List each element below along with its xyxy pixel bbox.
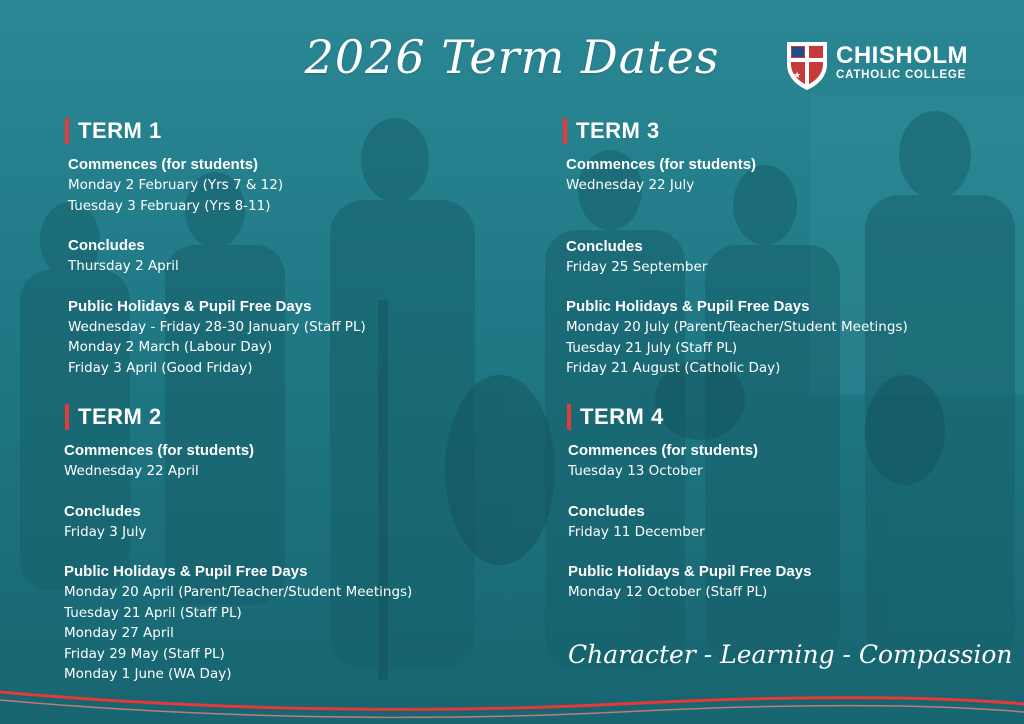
term-heading (65, 403, 494, 431)
date-line: Monday 1 June (WA Day) (64, 666, 232, 682)
date-line: Friday 3 April (Good Friday) (68, 359, 253, 376)
college-tagline: Character - Learning - Compassion (568, 640, 1013, 669)
section-heading: Public Holidays & Pupil Free Days (568, 563, 812, 580)
section-heading: Commences (for students) (568, 442, 759, 459)
section-heading: Concludes (568, 502, 645, 520)
date-line: Friday 11 December (568, 523, 705, 540)
commences-section (64, 441, 494, 482)
college-name: CHISHOLM (836, 42, 968, 69)
accent-bar (567, 404, 571, 430)
term-heading (65, 117, 498, 145)
date-line: Wednesday - Friday 28-30 January (Staff PL) (68, 318, 366, 335)
term-4-block (568, 403, 998, 603)
term-title: TERM 1 (78, 118, 162, 143)
bottom-wave-decoration (0, 684, 1024, 724)
holidays-section (566, 297, 996, 379)
date-line: Monday 2 March (Labour Day) (68, 339, 273, 355)
section-heading: Public Holidays & Pupil Free Days (566, 298, 810, 315)
date-line: Monday 12 October (Staff PL) (568, 584, 768, 600)
date-line: Tuesday 13 October (568, 463, 703, 479)
date-line: Monday 2 February (Yrs 7 & 12) (68, 177, 284, 193)
page-title: 2026 Term Dates (304, 30, 720, 84)
holidays-section (568, 562, 998, 603)
accent-bar (65, 118, 69, 144)
date-line: Tuesday 21 April (Staff PL) (64, 604, 242, 621)
concludes-section (566, 237, 996, 278)
date-line: Monday 20 July (Parent/Teacher/Student Meetings) (566, 319, 908, 335)
date-line: Friday 25 September (566, 258, 708, 275)
date-line: Friday 3 July (64, 523, 147, 540)
commences-section (68, 155, 498, 216)
college-crest-icon (784, 40, 830, 92)
term-1-block (68, 117, 498, 378)
concludes-section (64, 502, 494, 543)
date-line: Wednesday 22 July (566, 177, 695, 193)
date-line: Wednesday 22 April (64, 463, 199, 479)
date-line: Friday 29 May (Staff PL) (64, 645, 225, 662)
college-logo (784, 40, 984, 96)
date-line: Monday 20 April (Parent/Teacher/Student Meetings) (64, 584, 413, 600)
date-line: Friday 21 August (Catholic Day) (566, 360, 781, 376)
date-line: Tuesday 21 July (Staff PL) (566, 339, 738, 356)
college-subtitle: CATHOLIC COLLEGE (836, 69, 967, 81)
date-line: Monday 27 April (64, 625, 174, 641)
term-heading (567, 403, 998, 431)
concludes-section (568, 502, 998, 543)
holidays-section (68, 297, 498, 379)
section-heading: Concludes (566, 237, 643, 255)
accent-bar (563, 118, 567, 144)
section-heading: Commences (for students) (68, 156, 259, 173)
term-3-block (566, 117, 996, 379)
term-title: TERM 4 (580, 404, 664, 429)
svg-text:★: ★ (792, 71, 802, 81)
section-heading: Concludes (64, 502, 141, 520)
accent-bar (65, 404, 69, 430)
term-title: TERM 3 (576, 118, 660, 143)
commences-section (568, 441, 998, 482)
commences-section (566, 155, 996, 196)
holidays-section (64, 562, 494, 685)
section-heading: Commences (for students) (64, 442, 255, 459)
section-heading: Public Holidays & Pupil Free Days (64, 563, 308, 580)
concludes-section (68, 236, 498, 277)
section-heading: Concludes (68, 237, 145, 254)
term-title: TERM 2 (78, 404, 162, 429)
section-heading: Public Holidays & Pupil Free Days (68, 297, 312, 315)
term-heading (563, 117, 996, 145)
term-2-block (64, 403, 494, 685)
date-line: Thursday 2 April (68, 258, 179, 274)
date-line: Tuesday 3 February (Yrs 8-11) (68, 197, 271, 214)
section-heading: Commences (for students) (566, 156, 757, 173)
